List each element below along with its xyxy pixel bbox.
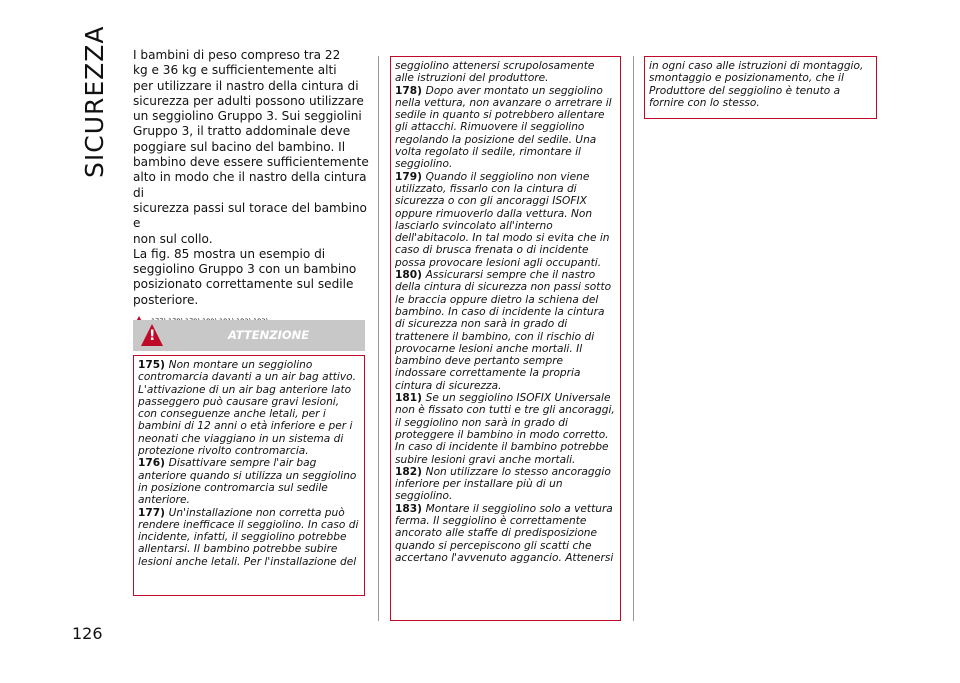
warning-box-3 — [644, 56, 877, 119]
warning-number: 177) — [138, 506, 169, 519]
warning-item — [138, 359, 360, 457]
warning-item — [395, 269, 616, 392]
warning-text: Quando il seggiolino non viene utilizzato, fissarlo con la cintura di sicurezza o con gli ancoraggi ISOFIX oppure rimuoverlo dalla vettura. Non lasciarlo svincolato all'interno dell'abitacolo. In tal modo si evita che in caso di brusca frenata o di incidente possa provocare lesioni agli occupanti. — [395, 170, 610, 269]
warning-triangle-icon: ! — [141, 324, 163, 346]
warning-number: 178) — [395, 84, 426, 97]
warning-item — [138, 457, 360, 506]
warning-text: seggiolino attenersi scrupolosamente alle istruzioni del produttore. — [395, 60, 595, 85]
warning-number: 182) — [395, 465, 426, 478]
warning-number: 181) — [395, 392, 426, 405]
page-number: 126 — [72, 624, 103, 643]
warning-number: 180) — [395, 269, 426, 282]
warning-number: 175) — [138, 359, 169, 371]
body-line: poggiare sul bacino del bambino. Il — [133, 139, 346, 154]
warning-item — [395, 466, 616, 503]
body-line: Gruppo 3, il tratto addominale deve — [133, 124, 351, 139]
warning-text: Dopo aver montato un seggiolino nella vettura, non avanzare o arretrare il sedile in quanto si potrebbero allentare gli attacchi. Rimuovere il seggiolino regolando la posizione del sedile. Una volta regolato il sedile, rimontare il seggiolino. — [395, 84, 612, 171]
attention-label: ATTENZIONE — [228, 328, 310, 342]
attention-banner — [133, 320, 365, 351]
body-line: sicurezza passi sul torace del bambino e — [133, 200, 367, 231]
warning-text: Se un seggiolino ISOFIX Universale non è fissato con tutti e tre gli ancoraggi, il seggiolino non sarà in grado di proteggere il bambino in modo corretto. In caso di incidente il bambino potrebbe subire lesioni gravi anche mortali. — [395, 392, 615, 466]
warning-box-1 — [133, 355, 365, 596]
body-line: per utilizzare il nastro della cintura di — [133, 78, 359, 93]
warning-text: Disattivare sempre l'air bag anteriore quando si utilizza un seggiolino in posizione contromarcia sul sedile anteriore. — [138, 457, 357, 507]
section-title: SICUREZZA — [80, 25, 109, 178]
body-line: bambino deve essere sufficientemente — [133, 155, 369, 170]
body-line: un seggiolino Gruppo 3. Sui seggiolini — [133, 109, 362, 124]
body-line: posteriore. — [133, 292, 199, 307]
body-line: sicurezza per adulti possono utilizzare — [133, 93, 364, 108]
body-line: seggiolino Gruppo 3 con un bambino — [133, 262, 357, 277]
warning-text: in ogni caso alle istruzioni di montaggio, smontaggio e posizionamento, che il Produttore del seggiolino è tenuto a fornire con lo stesso. — [649, 60, 864, 109]
warning-text: Montare il seggiolino solo a vettura ferma. Il seggiolino è correttamente ancorato alle staffe di predisposizione quando si percepiscono gli scatti che accertano l'avvenuto aggancio. Attenersi — [395, 502, 614, 564]
warning-number: 183) — [395, 502, 426, 515]
body-line: non sul collo. — [133, 231, 213, 246]
column-divider — [378, 56, 379, 621]
warning-text: Un'installazione non corretta può rendere inefficace il seggiolino. In caso di incidente, infatti, il seggiolino potrebbe allentarsi. Il bambino potrebbe subire lesioni anche letali. Per l'installazione del — [138, 506, 359, 568]
body-line: posizionato correttamente sul sedile — [133, 277, 354, 292]
warning-item — [138, 507, 360, 568]
warning-item — [395, 392, 616, 466]
warning-box-2 — [390, 56, 621, 621]
warning-text: Non utilizzare lo stesso ancoraggio inferiore per installare più di un seggiolino. — [395, 465, 611, 503]
warning-text: Non montare un seggiolino contromarcia davanti a un air bag attivo. L'attivazione di un air bag anteriore lato passeggero può causare gravi lesioni, con conseguenze anche letali, per i bambini di 12 anni o età inferiore e per i neonati che viaggiano in un sistema di protezione rivolto contromarcia. — [138, 359, 356, 458]
warning-item — [649, 60, 872, 109]
warning-item — [395, 60, 616, 85]
body-text — [133, 48, 369, 329]
body-line: I bambini di peso compreso tra 22 — [133, 48, 341, 62]
warning-item — [395, 171, 616, 269]
body-line: kg e 36 kg e sufficientemente alti — [133, 63, 337, 78]
warning-item — [395, 503, 616, 564]
column-divider — [633, 56, 634, 621]
warning-text: Assicurarsi sempre che il nastro della cintura di sicurezza non passi sotto le braccia oppure dietro la schiena del bambino. In caso di incidente la cintura di sicurezza non sarà in grado di trattenere il bambino, con il rischio di provocarne lesioni anche mortali. Il bambino deve pertanto sempre indossare correttamente la propria cintura di sicurezza. — [395, 269, 612, 392]
body-line: La fig. 85 mostra un esempio di — [133, 246, 326, 261]
body-line: alto in modo che il nastro della cintura di — [133, 170, 367, 200]
warning-item — [395, 85, 616, 171]
warning-number: 179) — [395, 170, 426, 183]
warning-number: 176) — [138, 457, 169, 470]
